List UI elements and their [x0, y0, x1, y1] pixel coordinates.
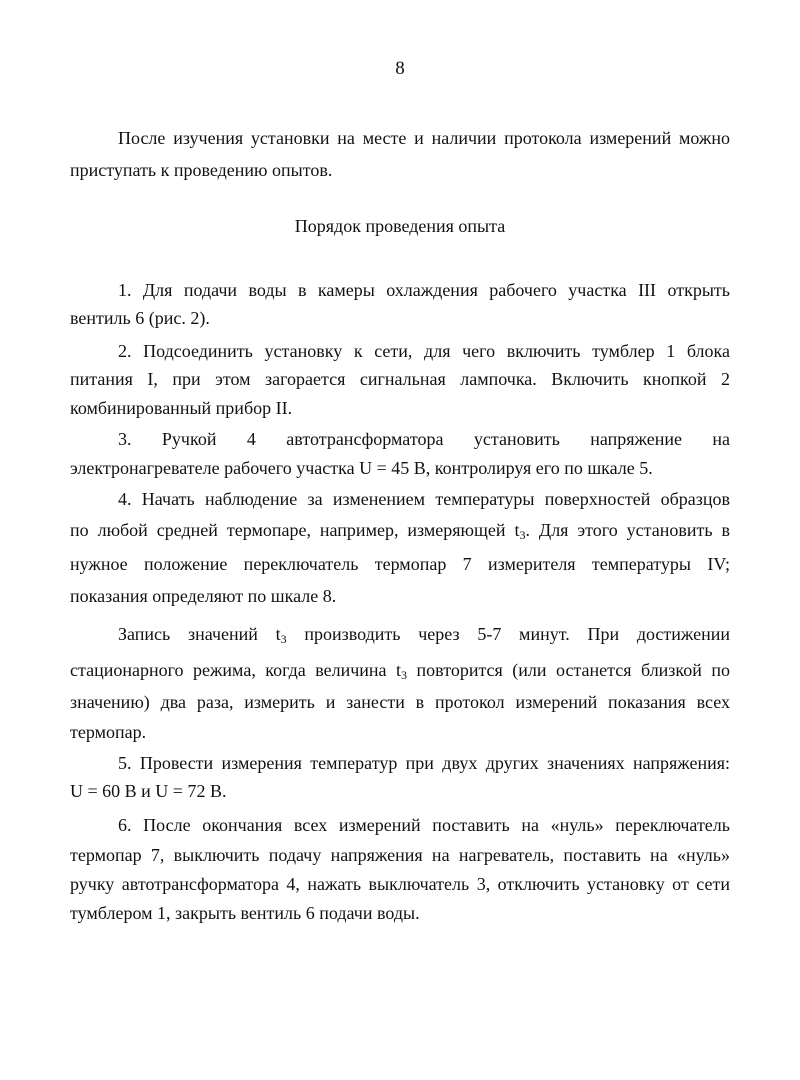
step-1-line-1: 1. Для подачи воды в камеры охлаждения рабочего участка III открыть	[118, 280, 730, 300]
step-4-line-2-text-a: по любой средней термопаре, например, измеряющей t	[70, 520, 520, 540]
record-line-1-text-b: производить через 5-7 минут. При достижении	[286, 624, 730, 644]
step-4-line-1: 4. Начать наблюдение за изменением температуры поверхностей образцов	[118, 489, 730, 509]
step-5-line-2: U = 60 В и U = 72 В.	[70, 781, 227, 801]
step-4-line-2-text-b: . Для этого установить в	[525, 520, 731, 540]
record-line-3: значению) два раза, измерить и занести в протокол измерений показания всех	[70, 692, 730, 712]
step-3-line-2: электронагревателе рабочего участка U = 45 В, контролируя его по шкале 5.	[70, 458, 653, 478]
step-4-line-4: показания определяют по шкале 8.	[70, 586, 337, 606]
step-6-line-4: тумблером 1, закрыть вентиль 6 подачи воды.	[70, 903, 420, 923]
page-number: 8	[395, 58, 405, 79]
step-6-line-3: ручку автотрансформатора 4, нажать выключатель 3, отключить установку от сети	[70, 874, 730, 894]
section-heading: Порядок проведения опыта	[294, 216, 506, 236]
record-line-2-text-a: стационарного режима, когда величина t	[70, 660, 402, 680]
step-1-line-2: вентиль 6 (рис. 2).	[70, 308, 210, 328]
step-6-line-1: 6. После окончания всех измерений поставить на «нуль» переключатель	[118, 815, 730, 835]
subscript-index: 3	[519, 528, 526, 542]
record-line-1	[118, 622, 730, 646]
step-2-line-3: комбинированный прибор II.	[70, 398, 293, 418]
step-5-line-1: 5. Провести измерения температур при двух других значениях напряжения:	[118, 753, 730, 773]
step-2-line-2: питания I, при этом загорается сигнальная лампочка. Включить кнопкой 2	[70, 369, 730, 389]
step-2-line-1: 2. Подсоединить установку к сети, для чего включить тумблер 1 блока	[118, 341, 730, 361]
step-4-line-2	[70, 518, 730, 542]
subscript-index: 3	[401, 668, 408, 682]
intro-line-1: После изучения установки на месте и наличии протокола измерений можно	[118, 128, 730, 148]
record-line-2	[70, 658, 730, 682]
record-line-1-text-a: Запись значений t	[118, 624, 281, 644]
step-4-line-3: нужное положение переключатель термопар 7 измерителя температуры IV;	[70, 554, 730, 574]
step-3-line-1: 3. Ручкой 4 автотрансформатора установить напряжение на	[118, 429, 730, 449]
record-line-2-text-b: повторится (или останется близкой по	[407, 660, 730, 680]
record-line-4: термопар.	[70, 722, 147, 742]
subscript-index: 3	[280, 632, 287, 646]
intro-line-2: приступать к проведению опытов.	[70, 160, 333, 180]
step-6-line-2: термопар 7, выключить подачу напряжения на нагреватель, поставить на «нуль»	[70, 845, 730, 865]
